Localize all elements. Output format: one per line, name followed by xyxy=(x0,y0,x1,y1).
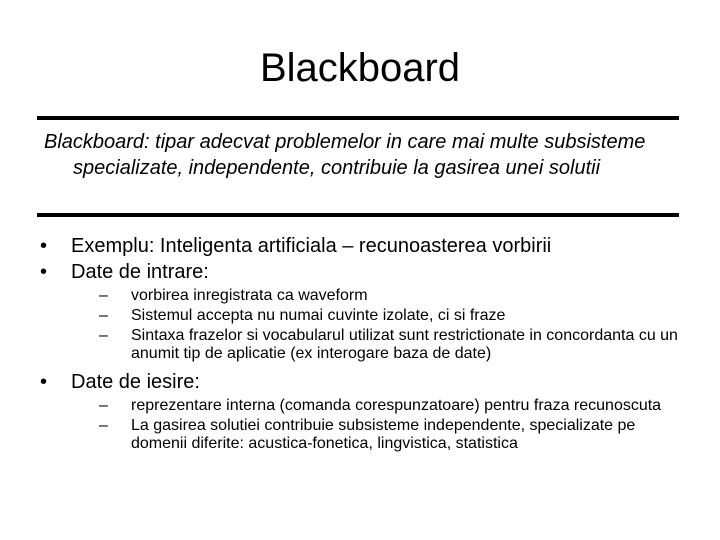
sub-bullet-marker: – xyxy=(99,397,108,414)
sub-bullet-list xyxy=(99,397,685,453)
sub-bullet-marker: – xyxy=(99,287,108,304)
bullet-text: Date de iesire: xyxy=(71,371,200,393)
sub-bullet-item xyxy=(99,287,685,305)
bullet-text: Date de intrare: xyxy=(71,261,209,283)
sub-bullet-text: vorbirea inregistrata ca waveform xyxy=(131,287,368,304)
sub-bullet-text: Sistemul accepta nu numai cuvinte izolate, ci si fraze xyxy=(131,307,506,324)
sub-bullet-list xyxy=(99,287,685,363)
slide-title: Blackboard xyxy=(259,46,461,90)
bullet-list xyxy=(40,233,685,455)
bullet-item xyxy=(40,233,685,259)
sub-bullet-item xyxy=(99,307,685,325)
sub-bullet-item xyxy=(99,397,685,415)
sub-bullet-item xyxy=(99,417,685,453)
sub-bullet-text: reprezentare interna (comanda corespunzatoare) pentru fraza recunoscuta xyxy=(131,397,662,414)
bullet-marker: • xyxy=(40,235,48,257)
sub-bullet-text: La gasirea solutiei contribuie subsisteme independente, specializate pe domenii diferite: acustica-fonetica, lingvistica, statistica xyxy=(131,417,636,452)
bullet-marker: • xyxy=(40,371,48,393)
definition-text: Blackboard: tipar adecvat problemelor in care mai multe subsisteme specializate, independente, contribuie la gasirea unei solutii xyxy=(44,131,646,179)
sub-bullet-text: Sintaxa frazelor si vocabularul utilizat sunt restrictionate in concordanta cu un anumit tip de aplicatie (ex interogare baza de date) xyxy=(131,327,678,362)
top-divider xyxy=(37,116,679,120)
sub-bullet-item xyxy=(99,327,685,363)
bullet-text: Exemplu: Inteligenta artificiala – recunoasterea vorbirii xyxy=(71,235,552,257)
bullet-marker: • xyxy=(40,261,48,283)
bottom-divider xyxy=(37,213,679,217)
sub-bullet-marker: – xyxy=(99,327,108,344)
sub-bullet-marker: – xyxy=(99,307,108,324)
sub-bullet-marker: – xyxy=(99,417,108,434)
bullet-item xyxy=(40,259,685,363)
bullet-item xyxy=(40,369,685,453)
